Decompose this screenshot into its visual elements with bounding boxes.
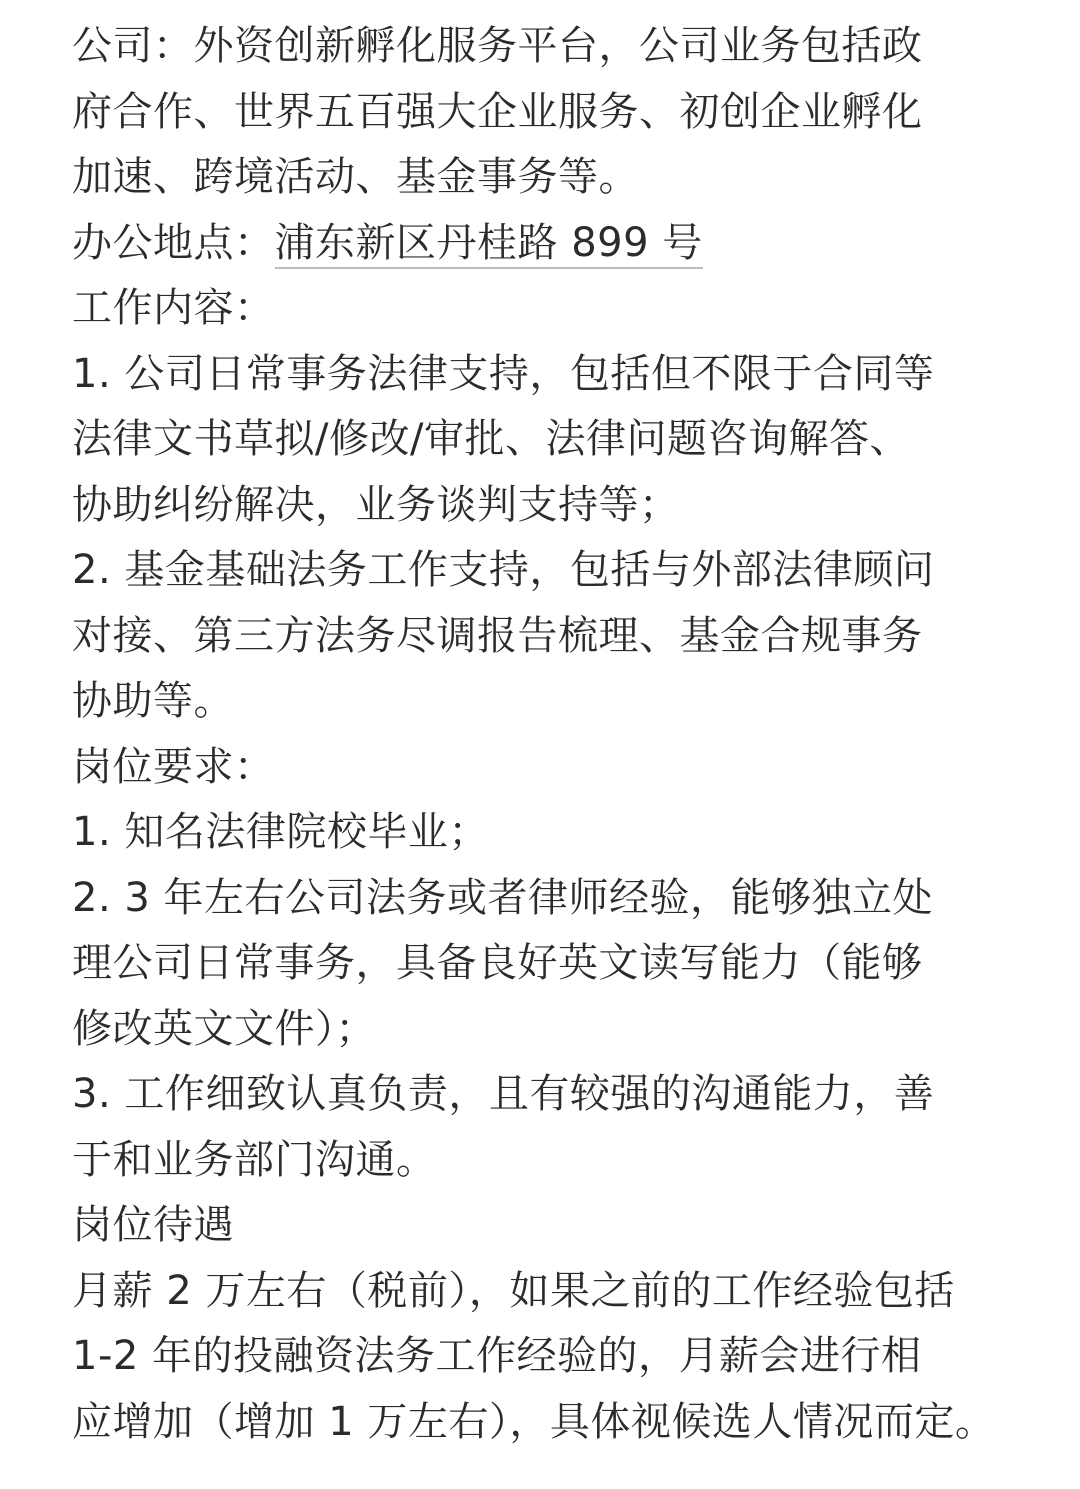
job-description bbox=[72, 14, 1062, 1455]
benefits-line: 应增加（增加 1 万左右），具体视候选人情况而定。 bbox=[72, 1398, 996, 1445]
requirements-line: 于和业务部门沟通。 bbox=[72, 1136, 437, 1183]
location-label: 办公地点： bbox=[72, 219, 275, 266]
requirements-heading: 岗位要求： bbox=[72, 743, 275, 790]
duties-line: 协助纠纷解决，业务谈判支持等； bbox=[72, 481, 680, 528]
requirements-line: 1. 知名法律院校毕业； bbox=[72, 809, 489, 855]
company-line-1 bbox=[72, 14, 1062, 80]
duties-heading: 工作内容： bbox=[72, 285, 275, 331]
duties-line: 2. 基金基础法务工作支持，包括与外部法律顾问 bbox=[72, 547, 935, 593]
company-line-2: 府合作、世界五百强大企业服务、初创企业孵化 bbox=[72, 88, 923, 135]
benefits-line: 月薪 2 万左右（税前），如果之前的工作经验包括 bbox=[72, 1267, 955, 1314]
benefits-heading: 岗位待遇 bbox=[72, 1202, 234, 1248]
requirements-line: 理公司日常事务，具备良好英文读写能力（能够 bbox=[72, 940, 923, 986]
duties-line: 对接、第三方法务尽调报告梳理、基金合规事务 bbox=[72, 612, 923, 659]
duties-line: 1. 公司日常事务法律支持，包括但不限于合同等 bbox=[72, 350, 935, 397]
company-label: 公司： bbox=[72, 23, 194, 69]
company-line-3: 加速、跨境活动、基金事务等。 bbox=[72, 154, 639, 200]
requirements-line: 2. 3 年左右公司法务或者律师经验，能够独立处 bbox=[72, 874, 934, 921]
company-text: 外资创新孵化服务平台，公司业务包括政 bbox=[193, 23, 923, 69]
duties-line: 法律文书草拟/修改/审批、法律问题咨询解答、 bbox=[72, 416, 910, 462]
benefits-line: 1-2 年的投融资法务工作经验的，月薪会进行相 bbox=[72, 1333, 922, 1379]
requirements-line: 3. 工作细致认真负责，且有较强的沟通能力，善 bbox=[72, 1071, 935, 1117]
requirements-line: 修改英文文件）； bbox=[72, 1005, 376, 1052]
duties-line: 协助等。 bbox=[72, 678, 234, 724]
location-line bbox=[72, 211, 1062, 277]
address-link[interactable]: 浦东新区丹桂路 899 号 bbox=[275, 220, 703, 269]
